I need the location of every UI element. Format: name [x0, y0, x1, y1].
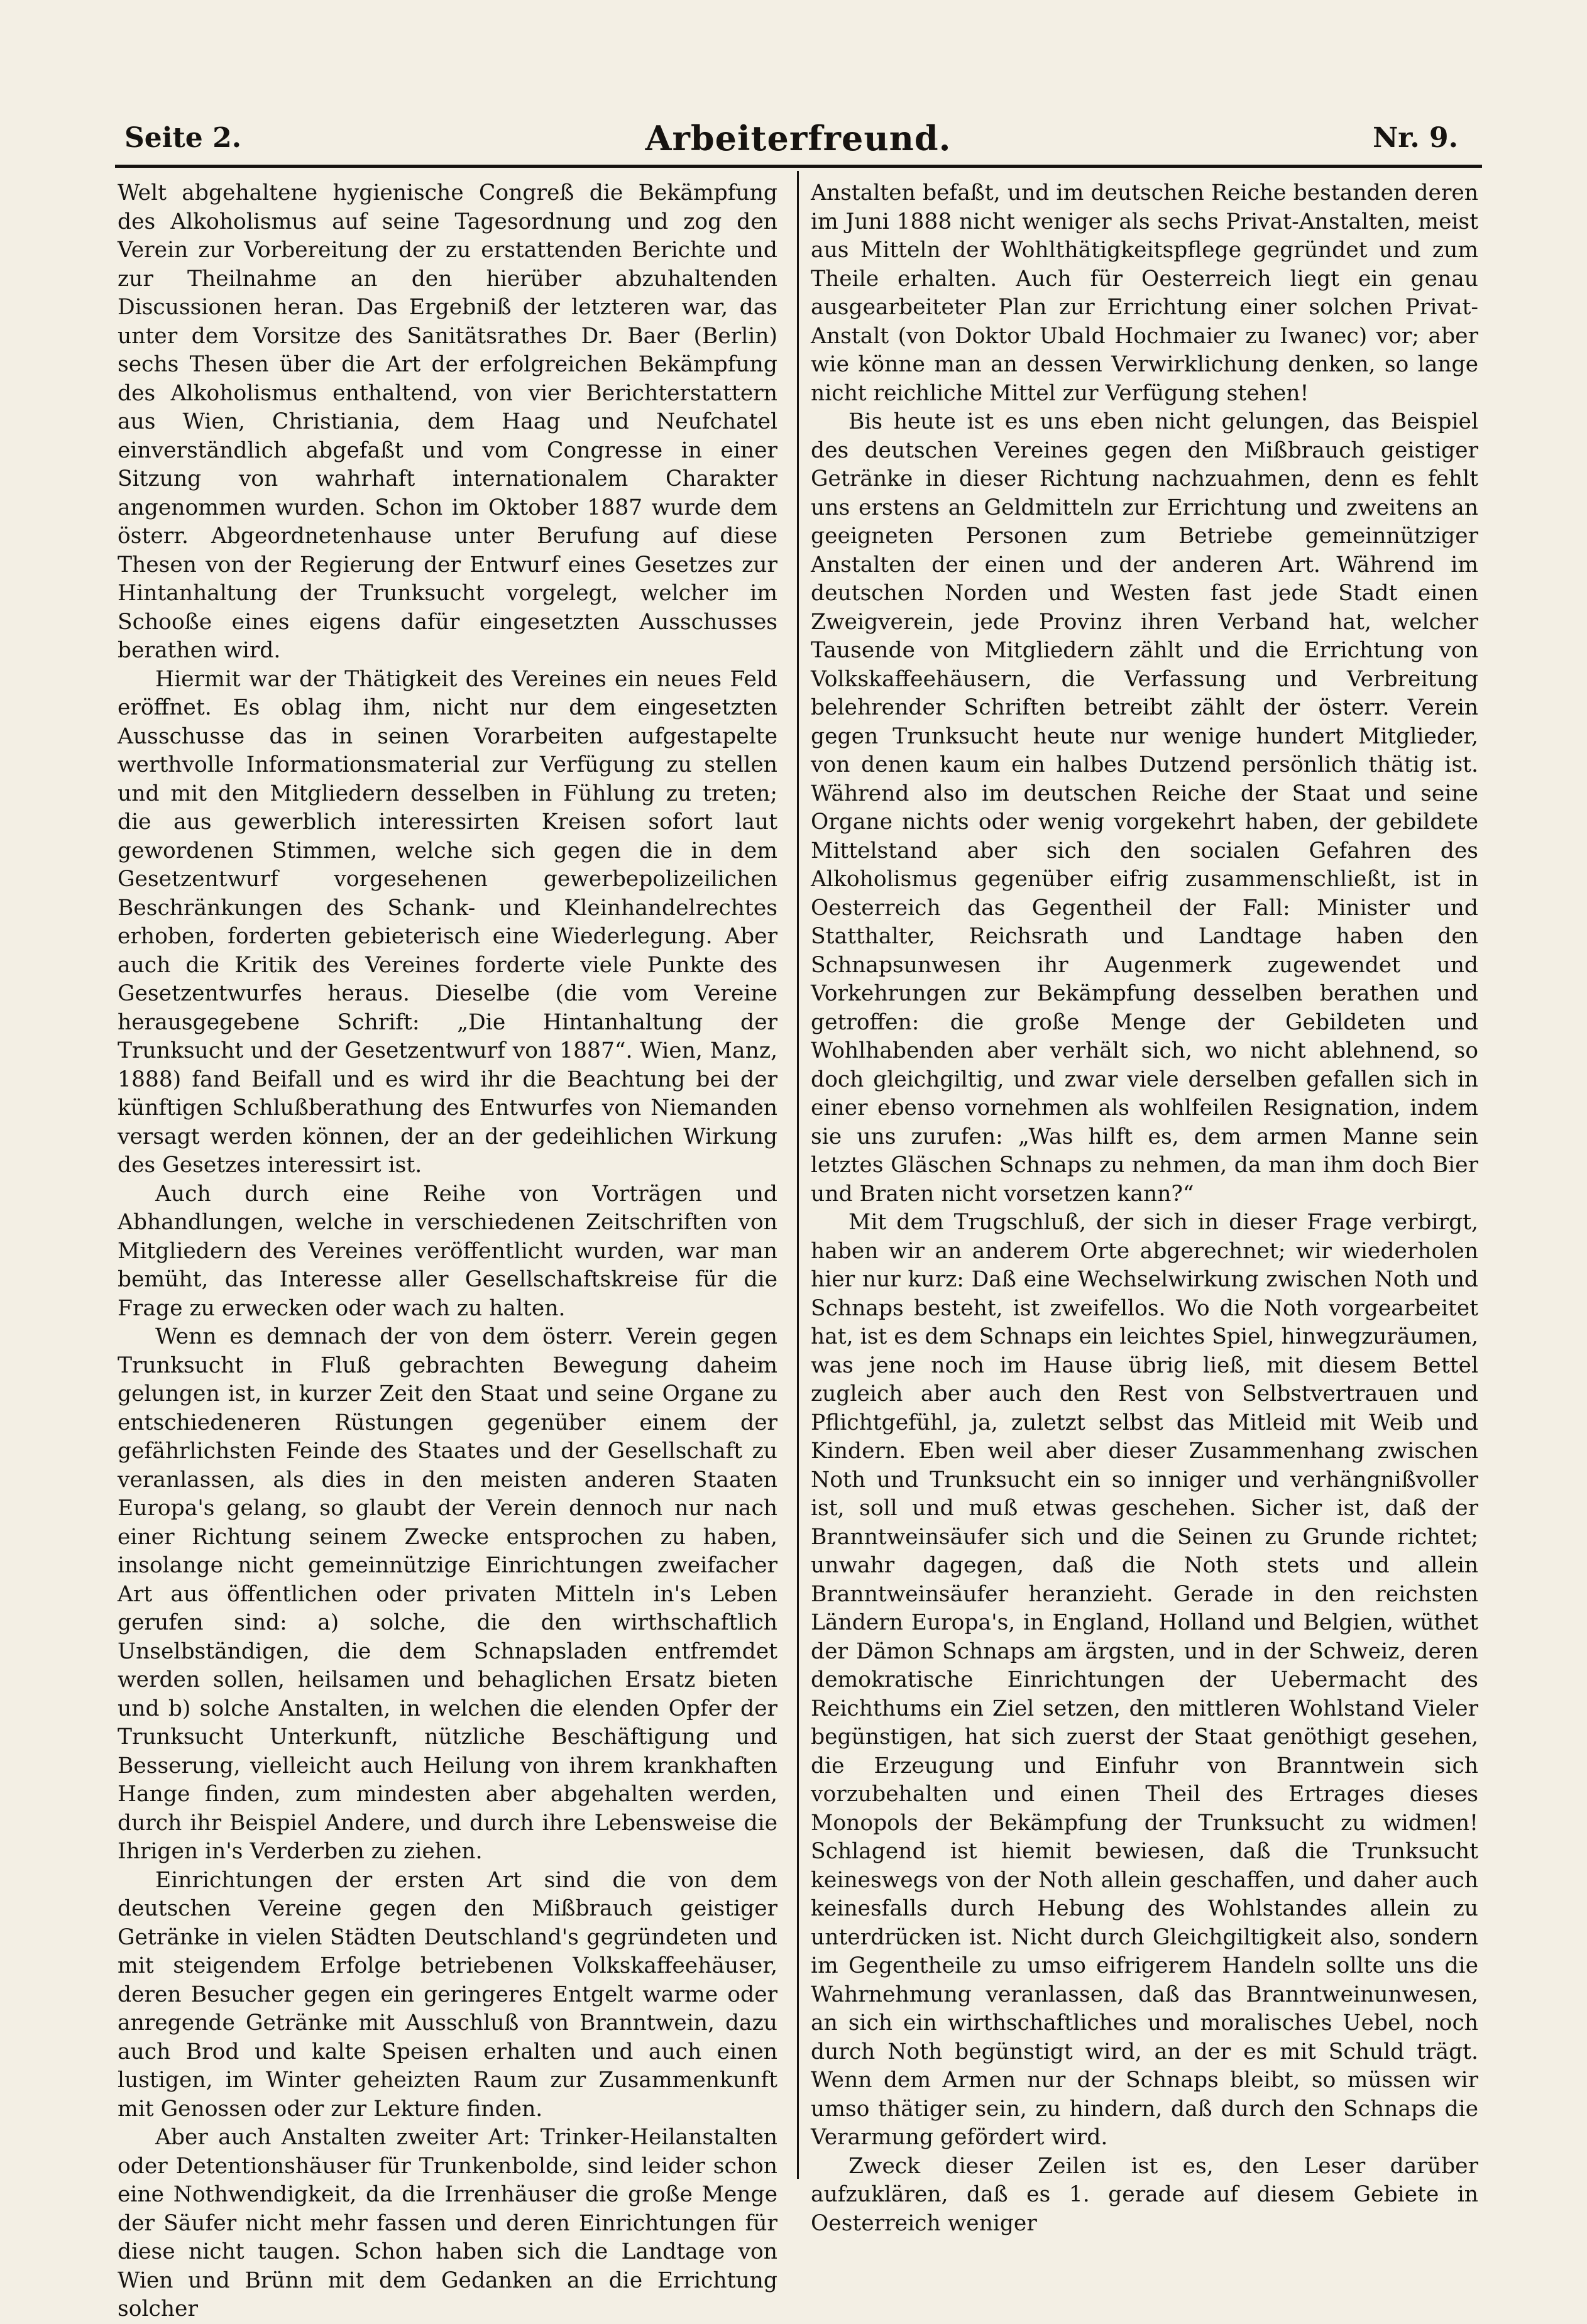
page-number: Seite 2. [124, 122, 242, 154]
paragraph: Aber auch Anstalten zweiter Art: Trinker-Heilanstalten oder Detentionshäuser für Trunkenbolde, sind leider schon eine Nothwendigkeit, da die Irrenhäuser die große Menge der Säufer nicht mehr fassen und deren Einrichtungen für diese nicht taugen. Schon haben sich die Landtage von Wien und Brünn mit dem Gedanken an die Errichtung solcher [118, 2125, 777, 2321]
right-column [811, 179, 1478, 2236]
paragraph: Wenn es demnach der von dem österr. Verein gegen Trunksucht in Fluß gebrachten Bewegung daheim gelungen ist, in kurzer Zeit den Staat und seine Organe zu entschiedeneren Rüstungen gegenüber einem der gefährlichsten Feinde des Staates und der Gesellschaft zu veranlassen, als dies in den meisten anderen Staaten Europa's gelang, so glaubt der Verein dennoch nur nach einer Richtung seinem Zwecke entsprochen zu haben, insolange nicht gemeinnützige Einrichtungen zweifacher Art aus öffentlichen oder privaten Mitteln in's Leben gerufen sind: a) solche, die den wirthschaftlich Unselbständigen, die dem Schnapsladen entfremdet werden sollen, heilsamen und behaglichen Ersatz bieten und b) solche Anstalten, in welchen die elenden Opfer der Trunksucht Unterkunft, nützliche Beschäftigung und Besserung, vielleicht auch Heilung von ihrem krankhaften Hange finden, zum mindesten aber abgehalten werden, durch ihr Beispiel Andere, und durch ihre Lebensweise die Ihrigen in's Verderben zu ziehen. [118, 1324, 777, 1864]
masthead-title: Arbeiterfreund. [645, 118, 952, 158]
paragraph: Einrichtungen der ersten Art sind die von dem deutschen Vereine gegen den Mißbrauch geistiger Getränke in vielen Städten Deutschland's gegründeten und mit steigendem Erfolge betriebenen Volkskaffeehäuser, deren Besucher gegen ein geringeres Entgelt warme oder anregende Getränke mit Ausschluß von Branntwein, dazu auch Brod und kalte Speisen erhalten und auch einen lustigen, im Winter geheizten Raum zur Zusammenkunft mit Genossen oder zur Lekture finden. [118, 1867, 777, 2122]
paragraph: Zweck dieser Zeilen ist es, den Leser darüber aufzuklären, daß es 1. gerade auf diesem Gebiete in Oesterreich weniger [811, 2153, 1478, 2236]
paragraph: Welt abgehaltene hygienische Congreß die Bekämpfung des Alkoholismus auf seine Tagesordnung und zog den Verein zur Vorbereitung der zu erstattenden Berichte und zur Theilnahme an den hierüber abzuhaltenden Discussionen heran. Das Ergebniß der letzteren war, das unter dem Vorsitze des Sanitätsrathes Dr. Baer (Berlin) sechs Thesen über die Art der erfolgreichen Bekämpfung des Alkoholismus enthaltend, von vier Berichterstattern aus Wien, Christiania, dem Haag und Neufchatel einverständlich abgefaßt und vom Congresse in einer Sitzung von wahrhaft internationalem Charakter angenommen wurden. Schon im Oktober 1887 wurde dem österr. Abgeordnetenhause unter Berufung auf diese Thesen von der Regierung der Entwurf eines Gesetzes zur Hintanhaltung der Trunksucht vorgelegt, welcher im Schooße eines eigens dafür eingesetzten Ausschusses berathen wird. [118, 180, 777, 663]
column-divider [797, 171, 799, 2179]
paragraph: Bis heute ist es uns eben nicht gelungen, das Beispiel des deutschen Vereines gegen den Mißbrauch geistiger Getränke in dieser Richtung nachzuahmen, denn es fehlt uns erstens an Geldmitteln zur Errichtung und zweitens an geeigneten Personen zum Betriebe gemeinnütziger Anstalten der einen und der anderen Art. Während im deutschen Norden und Westen fast jede Stadt einen Zweigverein, jede Provinz ihren Verband hat, welcher Tausende von Mitgliedern zählt und die Errichtung von Volkskaffeehäusern, die Verfassung und Verbreitung belehrender Schriften betreibt zählt der österr. Verein gegen Trunksucht heute nur wenige hundert Mitglieder, von denen kaum ein halbes Dutzend persönlich thätig ist. Während also im deutschen Reiche der Staat und seine Organe nichts oder wenig vorgekehrt haben, der gebildete Mittelstand aber sich den socialen Gefahren des Alkoholismus gegenüber eifrig zusammenschließt, ist in Oesterreich das Gegentheil der Fall: Minister und Statthalter, Reichsrath und Landtage haben den Schnapsunwesen ihr Augenmerk zugewendet und Vorkehrungen zur Bekämpfung desselben berathen und getroffen: die große Menge der Gebildeten und Wohlhabenden aber verhält sich, wo nicht ablehnend, so doch gleichgiltig, und zwar viele derselben gefallen sich in einer ebenso vornehmen als wohlfeilen Resignation, indem sie uns zurufen: „Was hilft es, dem armen Manne sein letztes Gläschen Schnaps zu nehmen, da man ihm doch Bier und Braten nicht vorsetzen kann?“ [811, 409, 1478, 1207]
paragraph: Anstalten befaßt, und im deutschen Reiche bestanden deren im Juni 1888 nicht weniger als sechs Privat-Anstalten, meist aus Mitteln der Wohlthätigkeitspflege gegründet und zum Theile erhalten. Auch für Oesterreich liegt ein genau ausgearbeiteter Plan zur Errichtung einer solchen Privat-Anstalt (von Doktor Ubald Hochmaier zu Iwanec) vor; aber wie könne man an dessen Verwirklichung denken, so lange nicht reichliche Mittel zur Verfügung stehen! [811, 180, 1478, 406]
paragraph: Hiermit war der Thätigkeit des Vereines ein neues Feld eröffnet. Es oblag ihm, nicht nur dem eingesetzten Ausschusse das in seinen Vorarbeiten aufgestapelte werthvolle Informationsmaterial zur Verfügung zu stellen und mit den Mitgliedern desselben in Fühlung zu treten; die aus gewerblich interessirten Kreisen sofort laut gewordenen Stimmen, welche sich gegen die in dem Gesetzentwurf vorgesehenen gewerbepolizeilichen Beschränkungen des Schank- und Kleinhandelrechtes erhoben, forderten gebieterisch eine Wiederlegung. Aber auch die Kritik des Vereines forderte viele Punkte des Gesetzentwurfes heraus. Dieselbe (die vom Vereine herausgegebene Schrift: „Die Hintanhaltung der Trunksucht und der Gesetzentwurf von 1887“. Wien, Manz, 1888) fand Beifall und es wird ihr die Beachtung bei der künftigen Schlußberathung des Entwurfes von Niemanden versagt werden können, der an der gedeihlichen Wirkung des Gesetzes interessirt ist. [118, 666, 777, 1178]
page-header [119, 116, 1477, 160]
issue-number: Nr. 9. [1373, 122, 1458, 154]
left-column [118, 179, 777, 2321]
paragraph: Mit dem Trugschluß, der sich in dieser Frage verbirgt, haben wir an anderem Orte abgerechnet; wir wiederholen hier nur kurz: Daß eine Wechselwirkung zwischen Noth und Schnaps besteht, ist zweifellos. Wo die Noth vorgearbeitet hat, ist es dem Schnaps ein leichtes Spiel, hinwegzuräumen, was jene noch im Hause übrig ließ, mit diesem Bettel zugleich aber auch den Rest von Selbstvertrauen und Pflichtgefühl, ja, zuletzt selbst das Mitleid mit Weib und Kindern. Eben weil aber dieser Zusammenhang zwischen Noth und Trunksucht ein so inniger und verhängnißvoller ist, soll und muß etwas geschehen. Sicher ist, daß der Branntweinsäufer sich und die Seinen zu Grunde richtet; unwahr dagegen, daß die Noth stets und allein Branntweinsäufer heranzieht. Gerade in den reichsten Ländern Europa's, in England, Holland und Belgien, wüthet der Dämon Schnaps am ärgsten, und in der Schweiz, deren demokratische Einrichtungen der Uebermacht des Reichthums ein Ziel setzen, den mittleren Wohlstand Vieler begünstigen, hat sich zuerst der Staat genöthigt gesehen, die Erzeugung und Einfuhr von Branntwein sich vorzubehalten und einen Theil des Ertrages dieses Monopols der Bekämpfung der Trunksucht zu widmen! Schlagend ist hiemit bewiesen, daß die Trunksucht keineswegs von der Noth allein geschaffen, und daher auch keinesfalls durch Hebung des Wohlstandes allein zu unterdrücken ist. Nicht durch Gleichgiltigkeit also, sondern im Gegentheile zu umso eifrigerem Handeln sollte uns die Wahrnehmung veranlassen, daß das Branntweinunwesen, an sich ein wirthschaftliches und moralisches Uebel, noch durch Noth begünstigt wird, an der es mit Schuld trägt. Wenn dem Armen nur der Schnaps bleibt, so müssen wir umso thätiger sein, zu hindern, daß durch den Schnaps die Verarmung gefördert wird. [811, 1210, 1478, 2150]
header-rule [115, 165, 1482, 168]
paragraph: Auch durch eine Reihe von Vorträgen und Abhandlungen, welche in verschiedenen Zeitschriften von Mitgliedern des Vereines veröffentlicht wurden, war man bemüht, das Interesse aller Gesellschaftskreise für die Frage zu erwecken oder wach zu halten. [118, 1181, 777, 1321]
